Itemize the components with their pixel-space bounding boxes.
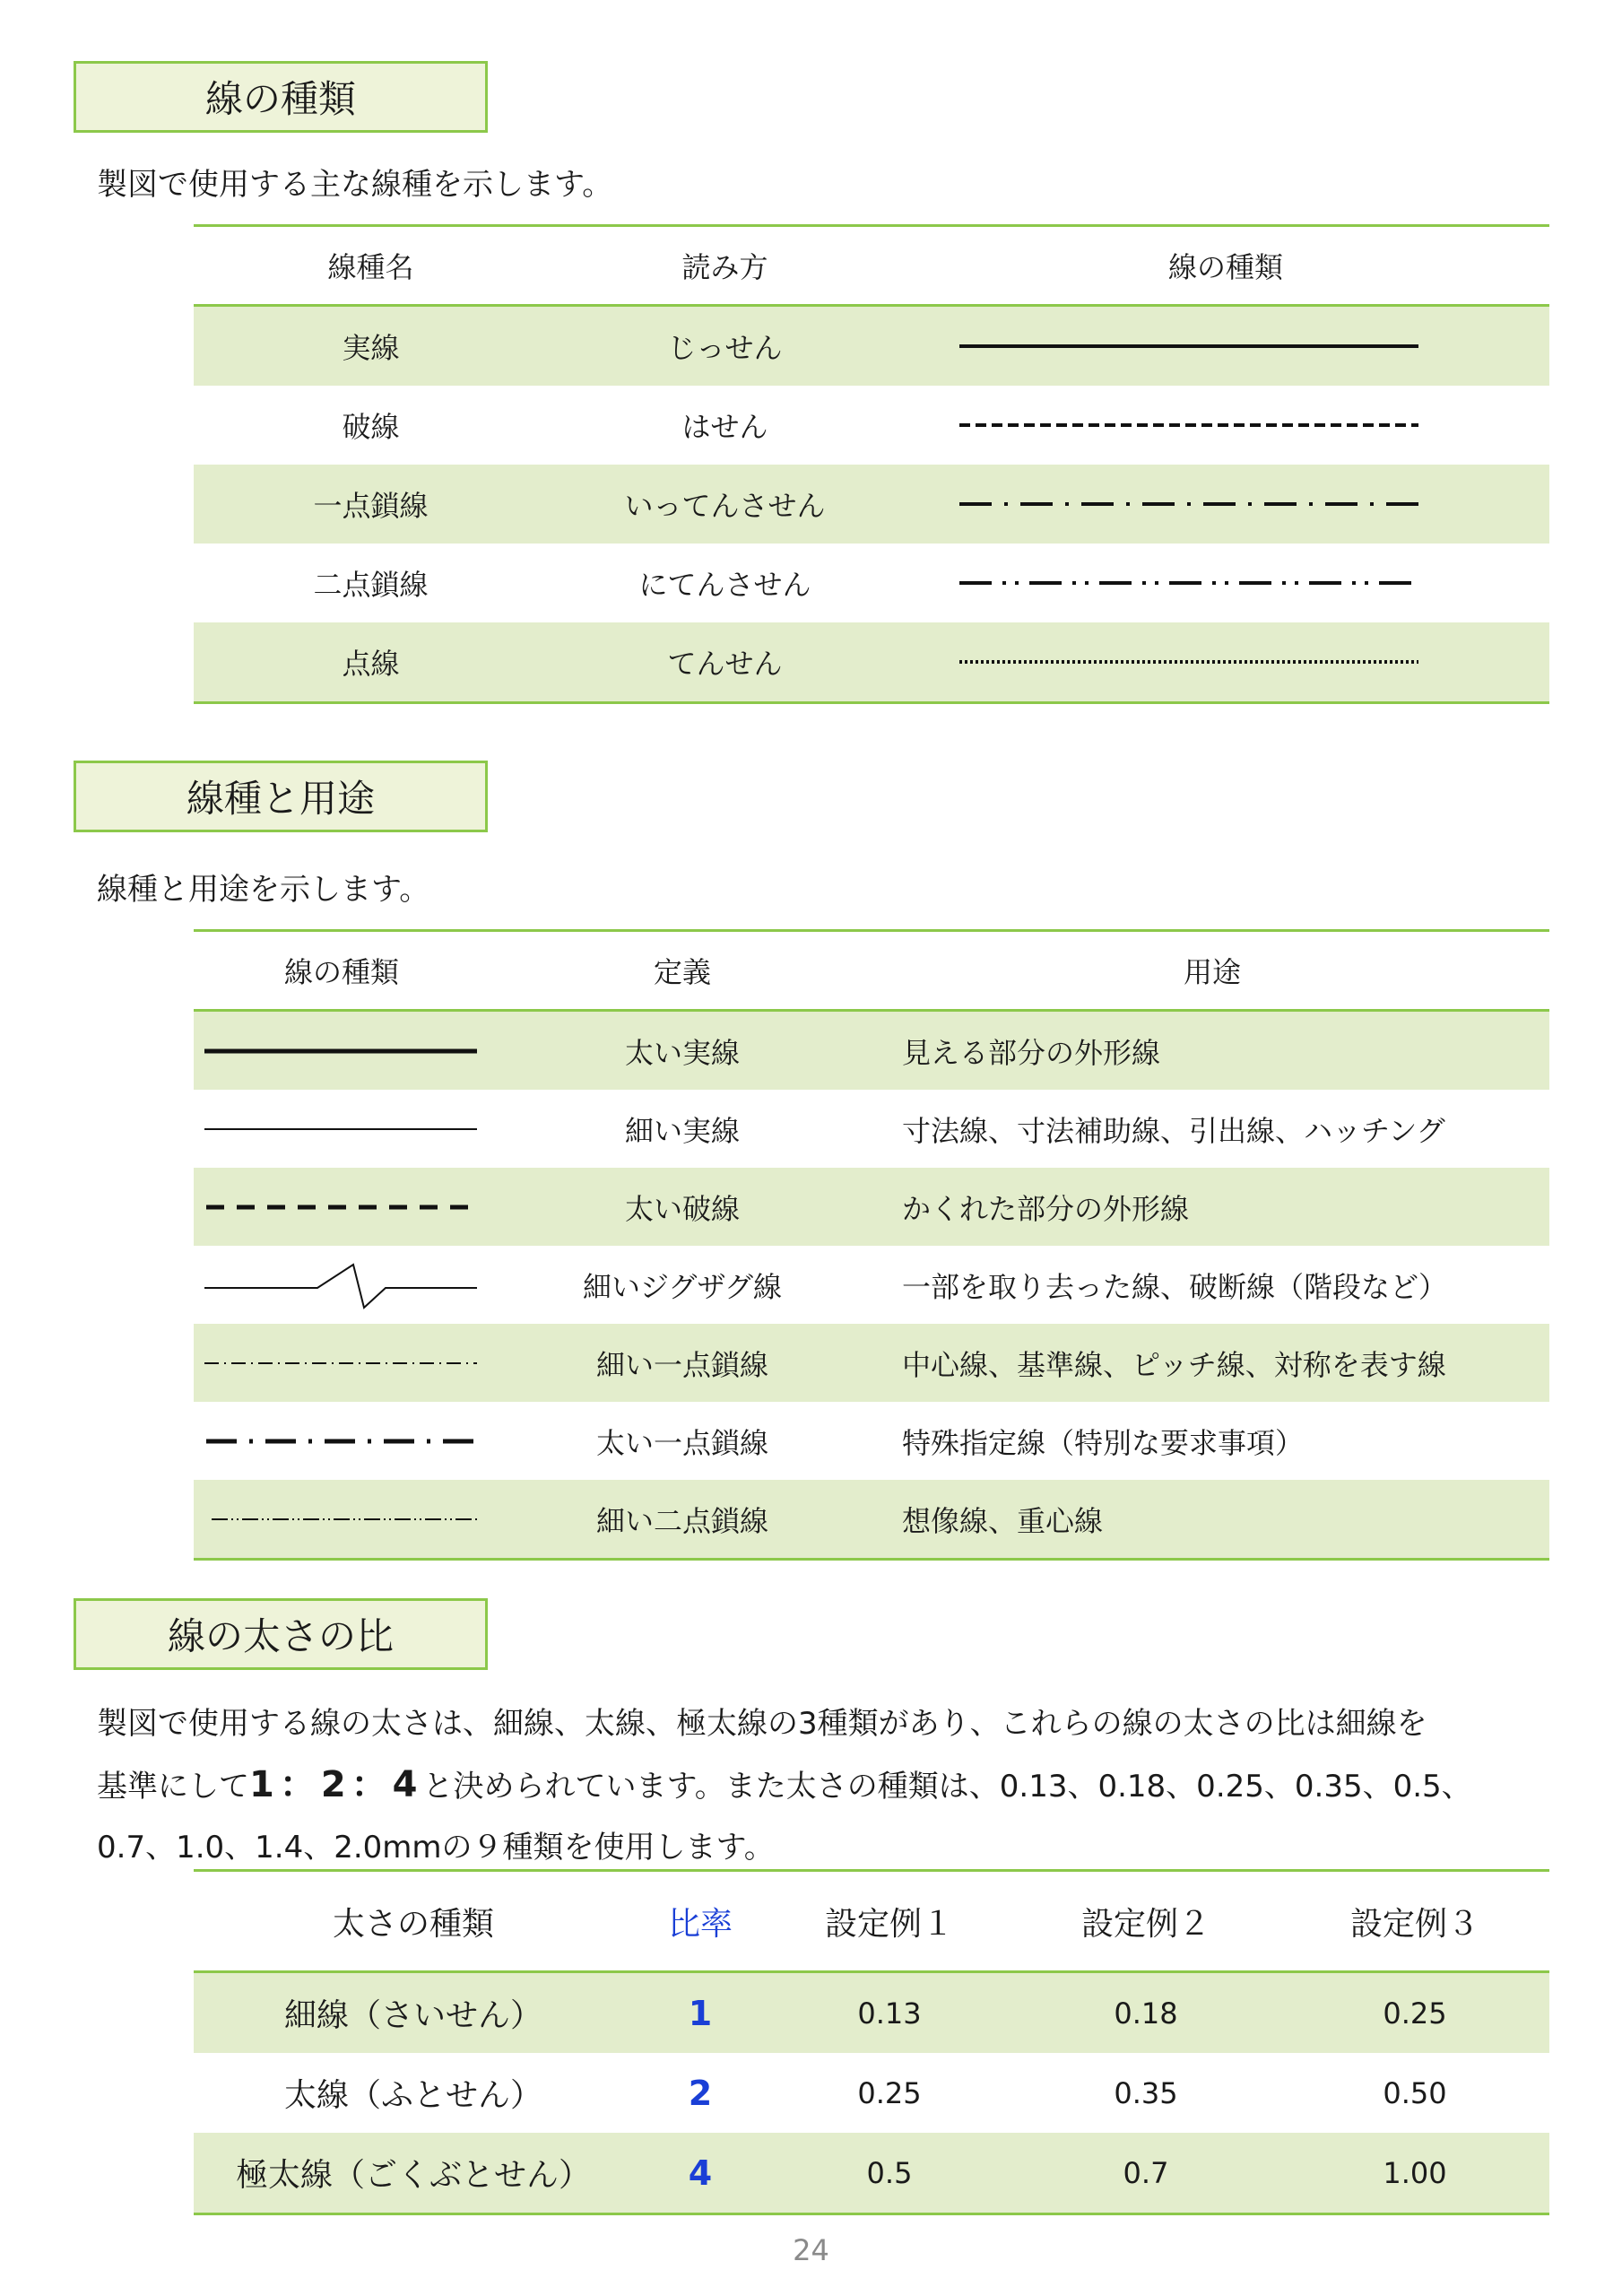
line-name: 破線 xyxy=(342,410,400,444)
line-sample-thin-solid xyxy=(194,1090,490,1168)
line-usage: 一部を取り去った線、破断線（階段など） xyxy=(902,1269,1448,1304)
section-title-line-thickness xyxy=(74,1598,488,1670)
table-row xyxy=(194,1246,1549,1324)
header-cell: 読み方 xyxy=(681,250,768,284)
example-value: 0.5 xyxy=(866,2155,913,2190)
table-row xyxy=(194,2053,1549,2133)
table-row xyxy=(194,622,1549,701)
header-cell: 設定例２ xyxy=(1080,1905,1210,1943)
thickness-table xyxy=(194,1869,1549,2215)
line-sample-solid xyxy=(902,307,1549,386)
line-definition: 太い破線 xyxy=(624,1191,740,1226)
example-value: 0.25 xyxy=(857,2075,922,2110)
table-row xyxy=(194,307,1549,386)
section-intro: 製図で使用する主な線種を示します。 xyxy=(97,167,613,203)
table-row xyxy=(194,1324,1549,1402)
section-title-line-types xyxy=(74,61,488,133)
example-value: 0.50 xyxy=(1383,2075,1447,2110)
table-row xyxy=(194,1480,1549,1558)
thickness-ratio: 2 xyxy=(688,2073,713,2113)
paragraph-text: と決められています。また太さの種類は、0.13、0.18、0.25、0.35、0.5、 xyxy=(422,1769,1472,1805)
table-row xyxy=(194,386,1549,465)
paragraph-line: 0.7、1.0、1.4、2.0mmの９種類を使用します。 xyxy=(97,1830,775,1866)
paragraph-text: 基準にして xyxy=(97,1769,249,1805)
header-cell: 設定例３ xyxy=(1349,1905,1479,1943)
line-usage-table xyxy=(194,929,1549,1561)
thickness-kind: 細線（さいせん） xyxy=(283,1997,542,2034)
paragraph-line xyxy=(97,1754,1567,1817)
ratio-inline: 1：2：4 xyxy=(249,1764,423,1805)
line-definition: 細いジグザグ線 xyxy=(582,1269,783,1304)
line-definition: 太い一点鎖線 xyxy=(595,1425,768,1460)
line-sample-dashed xyxy=(902,386,1549,465)
page-number: 24 xyxy=(793,2233,829,2267)
line-sample-dash-dot-dot xyxy=(902,544,1549,622)
line-sample-thick-dash-dot xyxy=(194,1402,490,1480)
line-reading: いってんさせん xyxy=(624,489,826,523)
section-title-text: 線の太さの比 xyxy=(167,1614,394,1658)
line-sample-thin-dash-dot-dot xyxy=(194,1480,490,1558)
table-row xyxy=(194,465,1549,544)
table-row xyxy=(194,1012,1549,1090)
line-sample-thick-dashed xyxy=(194,1168,490,1246)
thickness-ratio: 1 xyxy=(688,1993,713,2033)
paragraph-line: 製図で使用する線の太さは、細線、太線、極太線の3種類があり、これらの線の太さの比は細線を xyxy=(97,1706,1427,1742)
example-value: 1.00 xyxy=(1383,2155,1447,2190)
line-sample-dash-dot xyxy=(902,465,1549,544)
table-row xyxy=(194,2133,1549,2213)
header-cell: 線の種類 xyxy=(283,955,399,989)
line-name: 一点鎖線 xyxy=(313,489,429,523)
table-row xyxy=(194,1168,1549,1246)
section-title-text: 線の種類 xyxy=(204,77,356,121)
line-definition: 細い実線 xyxy=(624,1113,740,1148)
header-cell: 線の種類 xyxy=(1167,250,1283,284)
section-title-line-usage xyxy=(74,761,488,832)
line-usage: 想像線、重心線 xyxy=(902,1503,1104,1538)
line-usage: かくれた部分の外形線 xyxy=(902,1191,1190,1226)
table-row xyxy=(194,1402,1549,1480)
line-usage: 見える部分の外形線 xyxy=(902,1035,1161,1070)
line-reading: にてんさせん xyxy=(638,568,811,602)
line-usage: 特殊指定線（特別な要求事項） xyxy=(902,1425,1305,1460)
line-sample-zigzag xyxy=(194,1246,490,1324)
line-name: 二点鎖線 xyxy=(313,568,429,602)
table-row xyxy=(194,1973,1549,2053)
line-definition: 細い二点鎖線 xyxy=(595,1503,768,1538)
header-cell: 定義 xyxy=(653,955,711,989)
example-value: 0.18 xyxy=(1114,1996,1178,2031)
line-sample-dotted xyxy=(902,622,1549,701)
table-row xyxy=(194,1090,1549,1168)
line-definition: 太い実線 xyxy=(624,1035,740,1070)
example-value: 0.7 xyxy=(1123,2155,1169,2190)
header-cell-ratio: 比率 xyxy=(667,1905,733,1943)
thickness-kind: 極太線（ごくぶとせん） xyxy=(235,2157,591,2194)
section-title-text: 線種と用途 xyxy=(186,777,375,821)
header-cell: 太さの種類 xyxy=(332,1905,494,1943)
line-definition: 細い一点鎖線 xyxy=(595,1347,768,1382)
line-name: 点線 xyxy=(342,647,400,681)
thickness-ratio: 4 xyxy=(688,2152,713,2193)
section-intro: 線種と用途を示します。 xyxy=(97,872,430,908)
table-row xyxy=(194,544,1549,622)
table-header-row xyxy=(194,1872,1549,1973)
example-value: 0.35 xyxy=(1114,2075,1178,2110)
line-reading: じっせん xyxy=(667,331,783,365)
thickness-paragraph xyxy=(97,1693,1567,1878)
line-reading: はせん xyxy=(681,410,768,444)
thickness-kind: 太線（ふとせん） xyxy=(283,2077,542,2114)
example-value: 0.13 xyxy=(857,1996,922,2031)
line-usage: 中心線、基準線、ピッチ線、対称を表す線 xyxy=(902,1347,1446,1382)
example-value: 0.25 xyxy=(1383,1996,1447,2031)
line-reading: てんせん xyxy=(667,647,783,681)
header-cell: 用途 xyxy=(1183,955,1241,989)
header-cell: 線種名 xyxy=(327,250,414,284)
table-header-row xyxy=(194,227,1549,307)
header-cell: 設定例１ xyxy=(824,1905,954,1943)
line-sample-thick-solid xyxy=(194,1012,490,1090)
line-sample-thin-dash-dot xyxy=(194,1324,490,1402)
line-name: 実線 xyxy=(342,331,400,365)
table-header-row xyxy=(194,932,1549,1012)
line-types-table xyxy=(194,224,1549,704)
line-usage: 寸法線、寸法補助線、引出線、ハッチング xyxy=(902,1113,1445,1148)
